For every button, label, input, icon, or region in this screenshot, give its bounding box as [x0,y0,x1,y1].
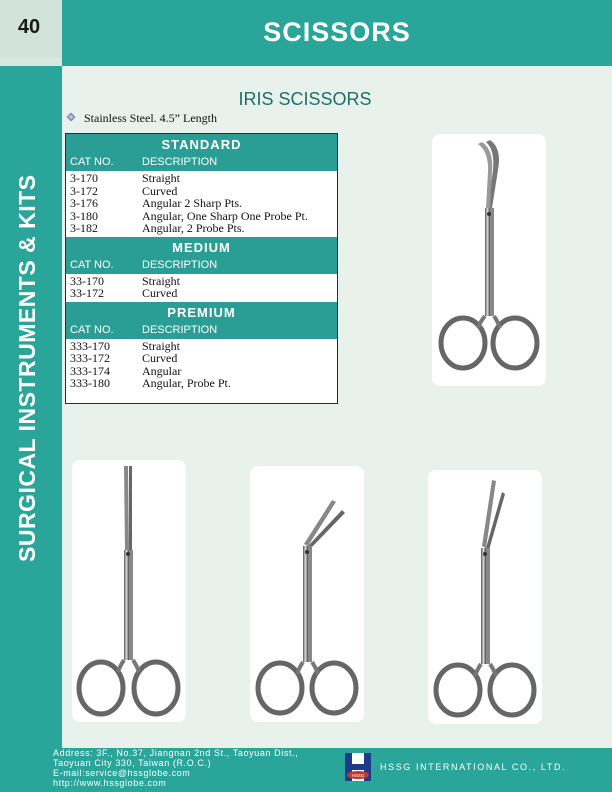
table-row [66,172,337,185]
page-title: SCISSORS [263,17,411,47]
angular-scissors-image [250,466,364,722]
logo-text: HSSG [351,773,365,778]
section-rows [66,274,337,302]
footer-contact [53,748,298,788]
description: Angular, 2 Probe Pts. [142,221,245,235]
page-number: 40 [17,16,41,38]
title-bar [62,0,612,66]
photo-angular-probe-scissors [428,470,542,724]
column-headers [66,256,337,274]
cat-no: 33-172 [70,286,104,300]
address-line-1: Address: 3F., No.37, Jiangnan 2nd St., Taoyuan Dist., [53,748,299,758]
table-row [66,352,337,365]
section-header [66,134,337,171]
cat-no: 333-180 [70,376,110,390]
page-number-box [0,0,62,58]
description: Angular, One Sharp One Probe Pt. [142,208,308,223]
table-row [66,222,337,235]
col-cat-no: CAT NO. [70,323,114,336]
description: Angular [142,363,182,378]
table-row [66,275,337,288]
email-text: E-mail:service@hssglobe.com [53,768,191,778]
cat-no: 333-172 [70,351,110,365]
cat-no: 3-170 [70,171,98,185]
col-description: DESCRIPTION [142,258,218,271]
table-row [66,377,337,390]
cat-no: 3-172 [70,183,98,198]
company-name: HSSG INTERNATIONAL CO., LTD. [380,762,567,772]
section-title: STANDARD [161,137,242,152]
section-premium [66,302,337,392]
section-title: PREMIUM [167,304,236,320]
description: Straight [142,338,180,353]
column-headers [66,321,337,339]
section-title: MEDIUM [172,239,231,255]
straight-scissors-image [72,460,186,722]
photo-straight-scissors [72,460,186,722]
section-medium [66,237,337,302]
photo-curved-scissors [432,134,546,386]
col-description: DESCRIPTION [142,323,218,336]
section-standard [66,134,337,237]
section-rows [66,339,337,392]
table-row [66,197,337,210]
col-cat-no: CAT NO. [70,156,114,168]
cat-no: 3-182 [70,221,98,235]
photo-angular-scissors [250,466,364,722]
table-row [66,287,337,300]
column-headers [66,153,337,171]
website-text: http://www.hssglobe.com [53,778,167,788]
description: Curved [142,286,178,300]
description: Angular, Probe Pt. [142,376,231,390]
product-name: IRIS SCISSORS [238,89,372,109]
angular-probe-scissors-image [428,470,542,724]
cat-no: 333-174 [70,363,110,378]
description: Straight [142,273,180,288]
product-spec: Stainless Steel. 4.5” Length [84,111,217,125]
cat-no: 3-180 [70,208,98,223]
address-line-2: Taoyuan City 330, Taiwan (R.O.C.) [53,758,212,768]
side-label: SURGICAL INSTRUMENTS & KITS [14,174,40,562]
catalog-table [65,133,338,404]
section-rows [66,171,337,237]
cat-no: 33-170 [70,273,104,288]
hssg-logo-icon [345,753,371,781]
col-description: DESCRIPTION [142,156,218,168]
section-header [66,237,337,274]
cat-no: 333-170 [70,338,110,353]
curved-scissors-image [432,134,546,386]
section-header [66,302,337,339]
description: Straight [142,171,180,185]
bullet-diamond-icon [66,112,76,122]
cat-no: 3-176 [70,196,98,210]
description: Curved [142,351,178,365]
col-cat-no: CAT NO. [70,258,114,271]
description: Curved [142,183,178,198]
description: Angular 2 Sharp Pts. [142,196,242,210]
